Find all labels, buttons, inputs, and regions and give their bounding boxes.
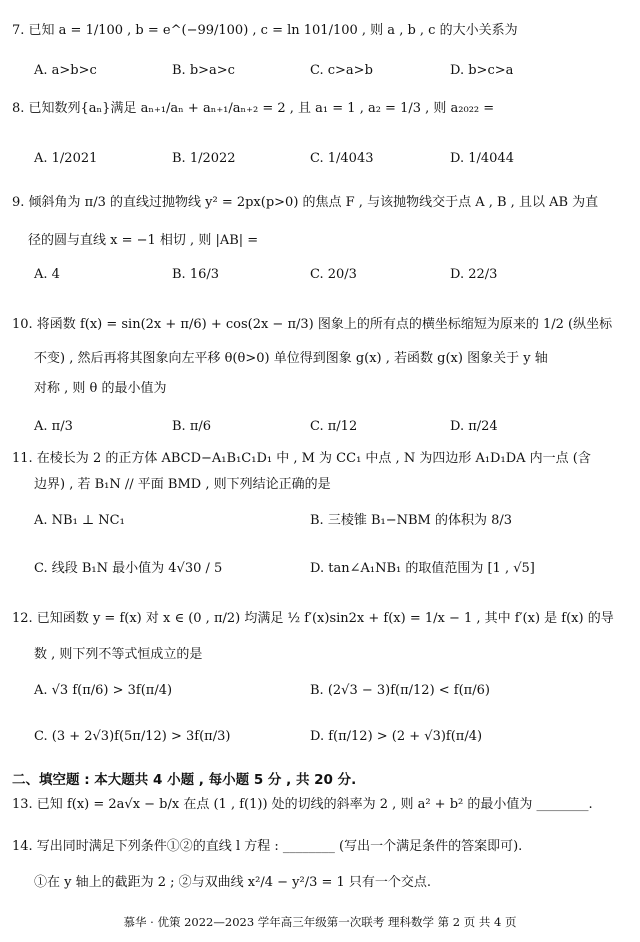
q8-option-b: B. 1/2022	[172, 151, 236, 166]
q10-stem-line1: 10. 将函数 f(x) = sin(2x + π/6) + cos(2x − π/3) 图象上的所有点的横坐标缩短为原来的 1/2 (纵坐标	[12, 317, 613, 332]
q7-option-c: C. c>a>b	[310, 63, 373, 78]
q9-option-d: D. 22/3	[450, 267, 498, 282]
q9-option-c: C. 20/3	[310, 267, 357, 282]
q12-stem-line1: 12. 已知函数 y = f(x) 对 x ∈ (0 , π/2) 均满足 ½ f′(x)sin2x + f(x) = 1/x − 1 , 其中 f′(x) 是 f(x) 的导	[12, 611, 614, 626]
q12-option-b: B. (2√3 − 3)f(π/12) < f(π/6)	[310, 683, 490, 698]
q12-option-c: C. (3 + 2√3)f(5π/12) > 3f(π/3)	[34, 729, 231, 744]
q10-option-a: A. π/3	[34, 419, 73, 434]
q14-stem-line1: 14. 写出同时满足下列条件①②的直线 l 方程 : ________ (写出一个满足条件的答案即可).	[12, 839, 523, 854]
q11-option-c: C. 线段 B₁N 最小值为 4√30 / 5	[34, 561, 223, 576]
q12-stem-line2: 数 , 则下列不等式恒成立的是	[34, 647, 203, 662]
page-footer: 慕华 · 优策 2022—2023 学年高三年级第一次联考 理科数学 第 2 页 共 4 页	[123, 915, 517, 929]
q10-option-d: D. π/24	[450, 419, 498, 434]
q8-option-a: A. 1/2021	[34, 151, 98, 166]
q11-option-a: A. NB₁ ⊥ NC₁	[34, 513, 125, 528]
q9-option-a: A. 4	[34, 267, 60, 282]
q11-option-d: D. tan∠A₁NB₁ 的取值范围为 [1 , √5]	[310, 561, 535, 576]
q7-option-d: D. b>c>a	[450, 63, 514, 78]
q14-stem-line2: ①在 y 轴上的截距为 2 ; ②与双曲线 x²/4 − y²/3 = 1 只有一个交点.	[34, 875, 432, 890]
q9-stem-line2: 径的圆与直线 x = −1 相切 , 则 |AB| =	[28, 233, 259, 248]
q10-option-b: B. π/6	[172, 419, 212, 434]
q12-option-a: A. √3 f(π/6) > 3f(π/4)	[34, 683, 173, 698]
q10-option-c: C. π/12	[310, 419, 358, 434]
q10-stem-line2: 不变) , 然后再将其图象向左平移 θ(θ>0) 单位得到图象 g(x) , 若函数 g(x) 图象关于 y 轴	[34, 351, 548, 366]
q9-stem-line1: 9. 倾斜角为 π/3 的直线过抛物线 y² = 2px(p>0) 的焦点 F , 与该抛物线交于点 A , B , 且以 AB 为直	[12, 195, 599, 210]
q12-option-d: D. f(π/12) > (2 + √3)f(π/4)	[310, 729, 483, 744]
q8-option-c: C. 1/4043	[310, 151, 374, 166]
section-heading-fill-blank: 二、填空题 : 本大题共 4 小题 , 每小题 5 分 , 共 20 分.	[12, 772, 357, 788]
q9-option-b: B. 16/3	[172, 267, 220, 282]
q11-stem-line1: 11. 在棱长为 2 的正方体 ABCD−A₁B₁C₁D₁ 中 , M 为 CC₁ 中点 , N 为四边形 A₁D₁DA 内一点 (含	[12, 451, 591, 466]
q11-stem-line2: 边界) , 若 B₁N // 平面 BMD , 则下列结论正确的是	[34, 477, 331, 492]
q13-stem: 13. 已知 f(x) = 2a√x − b/x 在点 (1 , f(1)) 处的切线的斜率为 2 , 则 a² + b² 的最小值为 ________.	[12, 797, 593, 812]
q7-option-b: B. b>a>c	[172, 63, 235, 78]
q11-option-b: B. 三棱锥 B₁−NBM 的体积为 8/3	[310, 513, 513, 528]
q8-stem: 8. 已知数列{aₙ}满足 aₙ₊₁/aₙ + aₙ₊₁/aₙ₊₂ = 2 , 且 a₁ = 1 , a₂ = 1/3 , 则 a₂₀₂₂ =	[12, 101, 495, 116]
q8-option-d: D. 1/4044	[450, 151, 514, 166]
q7-option-a: A. a>b>c	[34, 63, 97, 78]
q10-stem-line3: 对称 , 则 θ 的最小值为	[34, 381, 167, 396]
q7-stem: 7. 已知 a = 1/100 , b = e^(−99/100) , c = ln 101/100 , 则 a , b , c 的大小关系为	[12, 23, 518, 38]
